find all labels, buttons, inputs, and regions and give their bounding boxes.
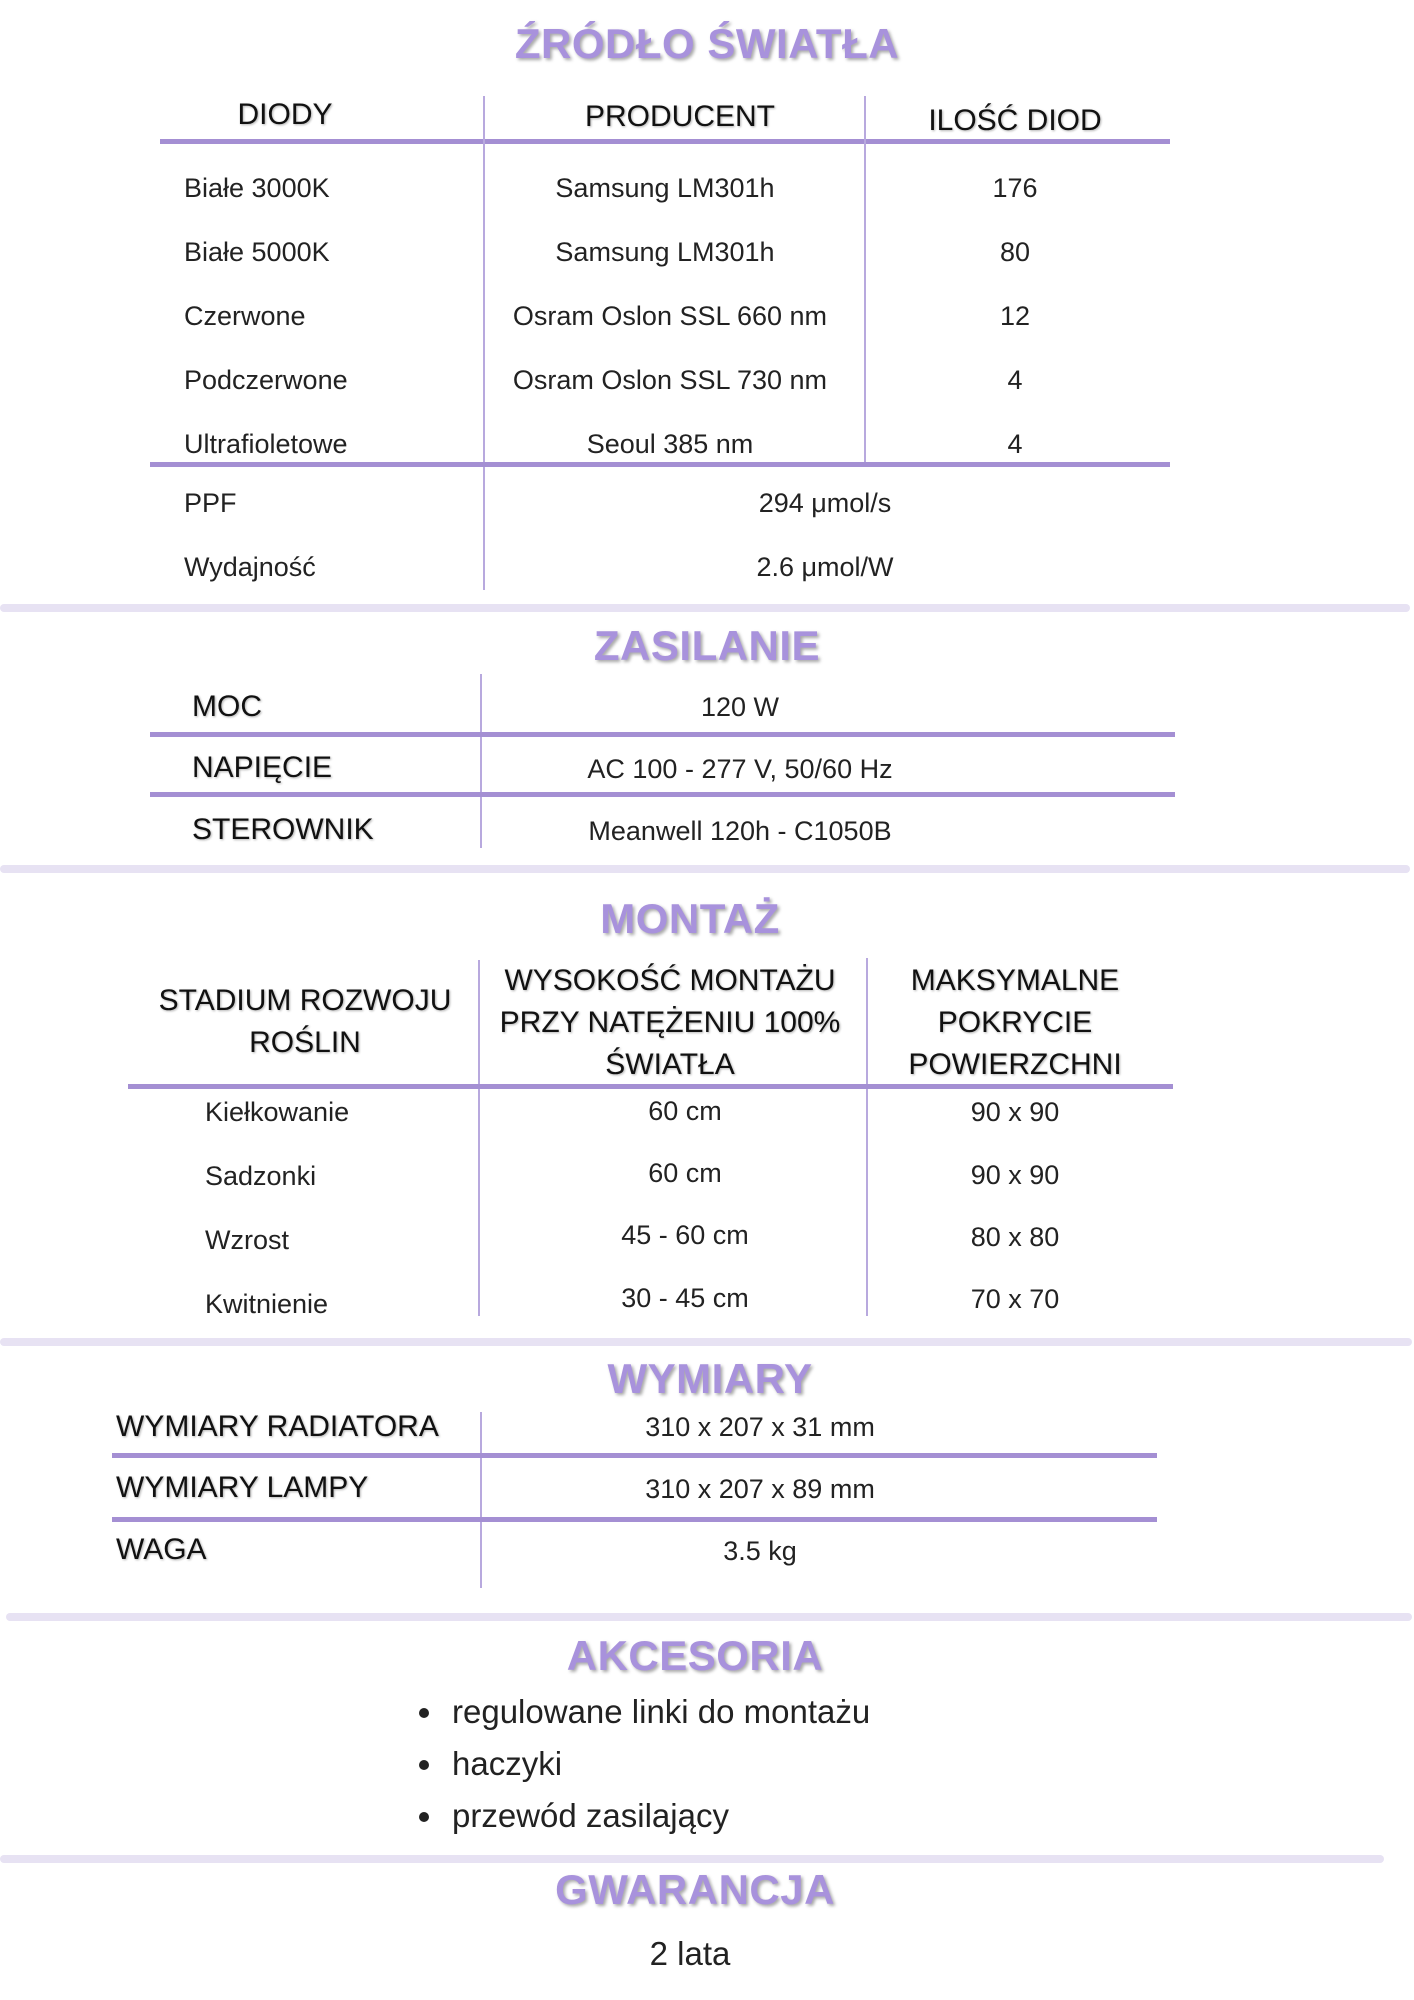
max-coverage: 90 x 90 xyxy=(970,1160,1060,1190)
header-growth-stage: STADIUM ROZWOJU ROŚLIN xyxy=(158,984,452,1059)
heatsink-dimensions-value: 310 x 207 x 31 mm xyxy=(645,1412,875,1442)
diode-type: Białe 3000K xyxy=(184,173,330,203)
diode-type: Czerwone xyxy=(184,301,306,331)
table-row-rule xyxy=(150,732,1175,737)
accessories-title: AKCESORIA xyxy=(566,1632,824,1679)
mounting-height: 60 cm xyxy=(648,1158,722,1188)
header-diodes: DIODY xyxy=(237,98,333,131)
diode-producer: Seoul 385 nm xyxy=(586,429,754,459)
column-divider xyxy=(866,958,868,1316)
growth-stage: Sadzonki xyxy=(205,1161,317,1191)
driver-label: STEROWNIK xyxy=(192,813,374,846)
column-divider xyxy=(864,96,866,463)
mounting-height: 45 - 60 cm xyxy=(621,1220,749,1250)
list-item: • przewód zasilający xyxy=(446,1790,870,1842)
diode-count: 4 xyxy=(1007,429,1023,459)
diode-producer: Osram Oslon SSL 730 nm xyxy=(512,365,828,395)
diode-count: 176 xyxy=(992,173,1038,203)
diode-type: Podczerwone xyxy=(184,365,348,395)
growth-stage: Kiełkowanie xyxy=(205,1097,350,1127)
lamp-dimensions-label: WYMIARY LAMPY xyxy=(116,1471,369,1504)
warranty-title: GWARANCJA xyxy=(555,1866,835,1913)
list-item: • regulowane linki do montażu xyxy=(446,1686,870,1738)
weight-label: WAGA xyxy=(116,1533,207,1566)
weight-value: 3.5 kg xyxy=(723,1536,797,1566)
accessories-list xyxy=(412,1686,870,1842)
diode-count: 80 xyxy=(999,237,1031,267)
header-mounting-height: WYSOKOŚĆ MONTAŻU PRZY NATĘŻENIU 100% ŚWIATŁA xyxy=(499,964,841,1081)
growth-stage: Wzrost xyxy=(205,1225,289,1255)
table-header-rule xyxy=(128,1084,1173,1089)
section-separator xyxy=(0,865,1410,873)
efficiency-label: Wydajność xyxy=(184,552,316,582)
section-separator xyxy=(0,1855,1384,1863)
list-item: • haczyki xyxy=(446,1738,870,1790)
diode-producer: Samsung LM301h xyxy=(555,237,775,267)
mounting-height: 30 - 45 cm xyxy=(621,1283,749,1313)
heatsink-dimensions-label: WYMIARY RADIATORA xyxy=(116,1410,439,1443)
table-row-rule xyxy=(112,1517,1157,1522)
voltage-label: NAPIĘCIE xyxy=(192,751,333,784)
diode-count: 12 xyxy=(999,301,1031,331)
driver-value: Meanwell 120h - C1050B xyxy=(588,816,892,846)
mounting-title: MONTAŻ xyxy=(600,895,780,942)
diode-type: Ultrafioletowe xyxy=(184,429,348,459)
power-label: MOC xyxy=(192,690,262,723)
warranty-value: 2 lata xyxy=(649,1935,731,1972)
max-coverage: 80 x 80 xyxy=(970,1222,1060,1252)
lamp-dimensions-value: 310 x 207 x 89 mm xyxy=(645,1474,875,1504)
section-separator xyxy=(6,1613,1412,1621)
diode-producer: Samsung LM301h xyxy=(555,173,775,203)
column-divider xyxy=(478,960,480,1316)
ppf-value: 294 μmol/s xyxy=(758,488,892,518)
voltage-value: AC 100 - 277 V, 50/60 Hz xyxy=(587,754,893,784)
diode-type: Białe 5000K xyxy=(184,237,330,267)
section-separator xyxy=(0,1338,1412,1346)
light-source-title: ŹRÓDŁO ŚWIATŁA xyxy=(514,20,900,67)
dimensions-title: WYMIARY xyxy=(607,1355,813,1402)
header-max-coverage: MAKSYMALNE POKRYCIE POWIERZCHNI xyxy=(908,964,1122,1081)
header-producer: PRODUCENT xyxy=(584,100,775,133)
table-row-rule xyxy=(150,792,1175,797)
diode-count: 4 xyxy=(1007,365,1023,395)
table-header-rule xyxy=(160,139,1170,144)
ppf-label: PPF xyxy=(184,488,237,518)
table-summary-rule xyxy=(150,462,1170,467)
max-coverage: 90 x 90 xyxy=(970,1097,1060,1127)
growth-stage: Kwitnienie xyxy=(205,1289,329,1319)
power-title: ZASILANIE xyxy=(593,622,821,669)
header-diode-count: ILOŚĆ DIOD xyxy=(928,104,1102,137)
diode-producer: Osram Oslon SSL 660 nm xyxy=(512,301,828,331)
mounting-height: 60 cm xyxy=(648,1096,722,1126)
efficiency-value: 2.6 μmol/W xyxy=(756,552,894,582)
power-value: 120 W xyxy=(700,692,780,722)
table-row-rule xyxy=(112,1453,1157,1458)
section-separator xyxy=(0,604,1410,612)
max-coverage: 70 x 70 xyxy=(970,1284,1060,1314)
